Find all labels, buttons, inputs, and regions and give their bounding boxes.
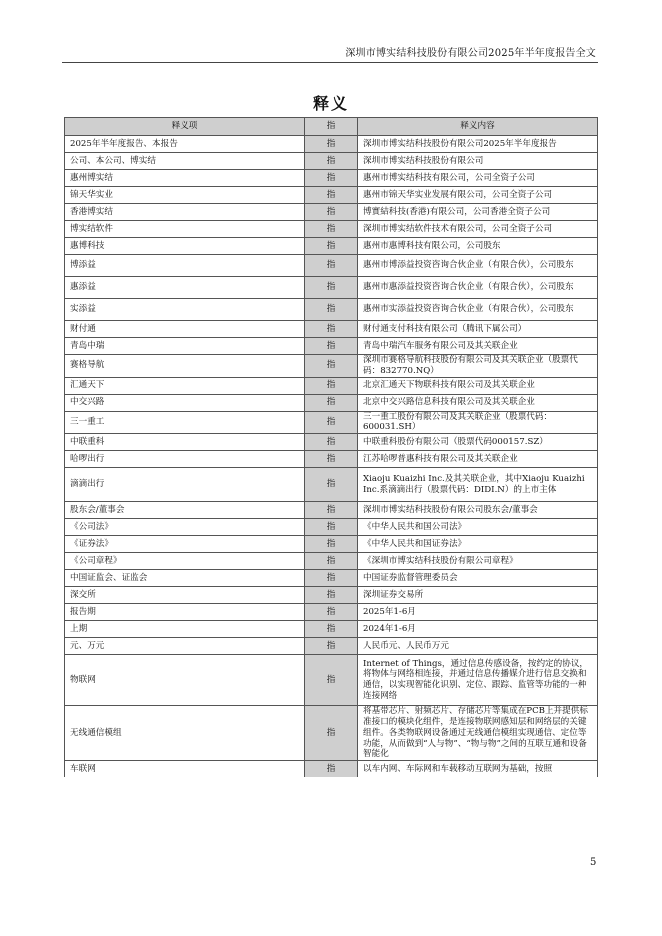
page-number: 5	[590, 857, 597, 868]
definition-zhi: 指	[305, 255, 358, 277]
definition-zhi: 指	[305, 706, 358, 761]
definition-zhi: 指	[305, 761, 358, 778]
table-row	[65, 153, 598, 170]
definition-term: 中交兴路	[65, 394, 305, 411]
definition-content: 三一重工股份有限公司及其关联企业（股票代码：600031.SH）	[358, 411, 598, 434]
definition-term: 股东会/董事会	[65, 502, 305, 519]
definition-zhi: 指	[305, 221, 358, 238]
table-row	[65, 411, 598, 434]
definition-zhi: 指	[305, 570, 358, 587]
table-row	[65, 338, 598, 355]
definition-content: 惠州市锦天华实业发展有限公司，公司全资子公司	[358, 187, 598, 204]
definition-content: 惠州市博实结科技有限公司，公司全资子公司	[358, 170, 598, 187]
definition-zhi: 指	[305, 204, 358, 221]
definition-zhi: 指	[305, 536, 358, 553]
definition-content: 深圳市赛格导航科技股份有限公司及其关联企业（股票代码：832770.NQ）	[358, 355, 598, 378]
table-row	[65, 434, 598, 451]
header-divider	[62, 62, 598, 63]
definition-term: 财付通	[65, 321, 305, 338]
definition-term: 惠添益	[65, 277, 305, 299]
definition-zhi: 指	[305, 153, 358, 170]
definition-content: 财付通支付科技有限公司（腾讯下属公司）	[358, 321, 598, 338]
table-row	[65, 377, 598, 394]
definition-content: 深圳市博实结科技股份有限公司股东会/董事会	[358, 502, 598, 519]
definition-zhi: 指	[305, 187, 358, 204]
definition-term: 博实结软件	[65, 221, 305, 238]
definition-zhi: 指	[305, 655, 358, 706]
definition-content: 惠州市惠博科技有限公司，公司股东	[358, 238, 598, 255]
table-row	[65, 553, 598, 570]
table-row	[65, 221, 598, 238]
definition-zhi: 指	[305, 434, 358, 451]
definition-content: 青岛中瑞汽车服务有限公司及其关联企业	[358, 338, 598, 355]
definition-term: 三一重工	[65, 411, 305, 434]
definition-term: 滴滴出行	[65, 468, 305, 502]
definition-term: 香港博实结	[65, 204, 305, 221]
definition-zhi: 指	[305, 468, 358, 502]
definition-term: 惠博科技	[65, 238, 305, 255]
definition-zhi: 指	[305, 377, 358, 394]
table-row	[65, 255, 598, 277]
definition-zhi: 指	[305, 502, 358, 519]
page-title: 释义	[312, 94, 349, 113]
definition-content: Internet of Things，通过信息传感设备，按约定的协议，将物体与网络相连接，并通过信息传播媒介进行信息交换和通信，以实现智能化识别、定位、跟踪、监管等功能的一种连接网络	[358, 655, 598, 706]
definition-content: 深圳证券交易所	[358, 587, 598, 604]
definition-term: 实添益	[65, 299, 305, 321]
definition-content: 《中华人民共和国证券法》	[358, 536, 598, 553]
table-row	[65, 604, 598, 621]
definition-zhi: 指	[305, 321, 358, 338]
definition-zhi: 指	[305, 299, 358, 321]
definition-content: 《深圳市博实结科技股份有限公司章程》	[358, 553, 598, 570]
definition-zhi: 指	[305, 136, 358, 153]
definition-zhi: 指	[305, 604, 358, 621]
table-row	[65, 502, 598, 519]
definition-term: 中国证监会、证监会	[65, 570, 305, 587]
table-row	[65, 299, 598, 321]
definition-zhi: 指	[305, 519, 358, 536]
definition-content: 江苏哈啰普惠科技有限公司及其关联企业	[358, 451, 598, 468]
definition-term: 物联网	[65, 655, 305, 706]
definition-zhi: 指	[305, 553, 358, 570]
table-row	[65, 355, 598, 378]
table-row	[65, 536, 598, 553]
table-row	[65, 621, 598, 638]
table-row	[65, 587, 598, 604]
definition-term: 汇通天下	[65, 377, 305, 394]
table-row	[65, 655, 598, 706]
definition-content: 中国证券监督管理委员会	[358, 570, 598, 587]
definition-term: 赛格导航	[65, 355, 305, 378]
definition-zhi: 指	[305, 394, 358, 411]
definition-content: 深圳市博实结科技股份有限公司	[358, 153, 598, 170]
table-row	[65, 706, 598, 761]
definition-content: 2024年1-6月	[358, 621, 598, 638]
definition-zhi: 指	[305, 587, 358, 604]
definition-zhi: 指	[305, 638, 358, 655]
header-zhi: 指	[305, 118, 358, 136]
definition-zhi: 指	[305, 355, 358, 378]
definition-content: 2025年1-6月	[358, 604, 598, 621]
table-row	[65, 519, 598, 536]
definition-term: 深交所	[65, 587, 305, 604]
definition-zhi: 指	[305, 277, 358, 299]
definition-content: 惠州市博添益投资咨询合伙企业（有限合伙），公司股东	[358, 255, 598, 277]
definition-content: 惠州市惠添益投资咨询合伙企业（有限合伙），公司股东	[358, 277, 598, 299]
definition-term: 公司、本公司、博实结	[65, 153, 305, 170]
definition-term: 锦天华实业	[65, 187, 305, 204]
definition-content: 惠州市实添益投资咨询合伙企业（有限合伙），公司股东	[358, 299, 598, 321]
definition-zhi: 指	[305, 338, 358, 355]
definition-term: 上期	[65, 621, 305, 638]
definition-term: 惠州博实结	[65, 170, 305, 187]
definition-term: 中联重科	[65, 434, 305, 451]
definition-term: 报告期	[65, 604, 305, 621]
document-header: 深圳市博实结科技股份有限公司2025年半年度报告全文	[345, 48, 596, 59]
definition-zhi: 指	[305, 238, 358, 255]
table-row	[65, 570, 598, 587]
table-row	[65, 761, 598, 778]
definition-zhi: 指	[305, 621, 358, 638]
definition-term: 《公司法》	[65, 519, 305, 536]
header-term: 释义项	[65, 118, 305, 136]
table-row	[65, 451, 598, 468]
definition-content: 将基带芯片、射频芯片、存储芯片等集成在PCB上并提供标准接口的模块化组件，是连接物联网感知层和网络层的关键组件。各类物联网设备通过无线通信模组实现通信、定位等功能，从而做到“人与物”、“物与物”之间的互联互通和设备智能化	[358, 706, 598, 761]
definition-term: 博添益	[65, 255, 305, 277]
table-row	[65, 468, 598, 502]
definitions-table	[64, 117, 598, 777]
table-row	[65, 204, 598, 221]
definition-zhi: 指	[305, 170, 358, 187]
definition-content: 博實結科技(香港)有限公司，公司香港全资子公司	[358, 204, 598, 221]
table-row	[65, 238, 598, 255]
definition-content: 人民币元、人民币万元	[358, 638, 598, 655]
definition-term: 无线通信模组	[65, 706, 305, 761]
table-row	[65, 277, 598, 299]
definition-content: 深圳市博实结科技股份有限公司2025年半年度报告	[358, 136, 598, 153]
definition-term: 元、万元	[65, 638, 305, 655]
definition-content: 《中华人民共和国公司法》	[358, 519, 598, 536]
definition-term: 哈啰出行	[65, 451, 305, 468]
table-row	[65, 394, 598, 411]
definition-term: 车联网	[65, 761, 305, 778]
definition-term: 2025年半年度报告、本报告	[65, 136, 305, 153]
table-row	[65, 321, 598, 338]
definition-content: 北京汇通天下物联科技有限公司及其关联企业	[358, 377, 598, 394]
table-row	[65, 187, 598, 204]
table-row	[65, 170, 598, 187]
table-row	[65, 638, 598, 655]
definition-content: 北京中交兴路信息科技有限公司及其关联企业	[358, 394, 598, 411]
definition-content: 深圳市博实结软件技术有限公司，公司全资子公司	[358, 221, 598, 238]
definition-zhi: 指	[305, 451, 358, 468]
definition-term: 青岛中瑞	[65, 338, 305, 355]
definition-term: 《证券法》	[65, 536, 305, 553]
table-row	[65, 136, 598, 153]
definition-content: 中联重科股份有限公司（股票代码000157.SZ）	[358, 434, 598, 451]
table-header-row	[65, 118, 598, 136]
header-content: 释义内容	[358, 118, 598, 136]
definition-content: 以车内网、车际网和车载移动互联网为基础，按照	[358, 761, 598, 778]
definition-term: 《公司章程》	[65, 553, 305, 570]
definition-zhi: 指	[305, 411, 358, 434]
definition-content: Xiaoju Kuaizhi Inc.及其关联企业，其中Xiaoju Kuaizhi Inc.系滴滴出行（股票代码：DIDI.N）的上市主体	[358, 468, 598, 502]
